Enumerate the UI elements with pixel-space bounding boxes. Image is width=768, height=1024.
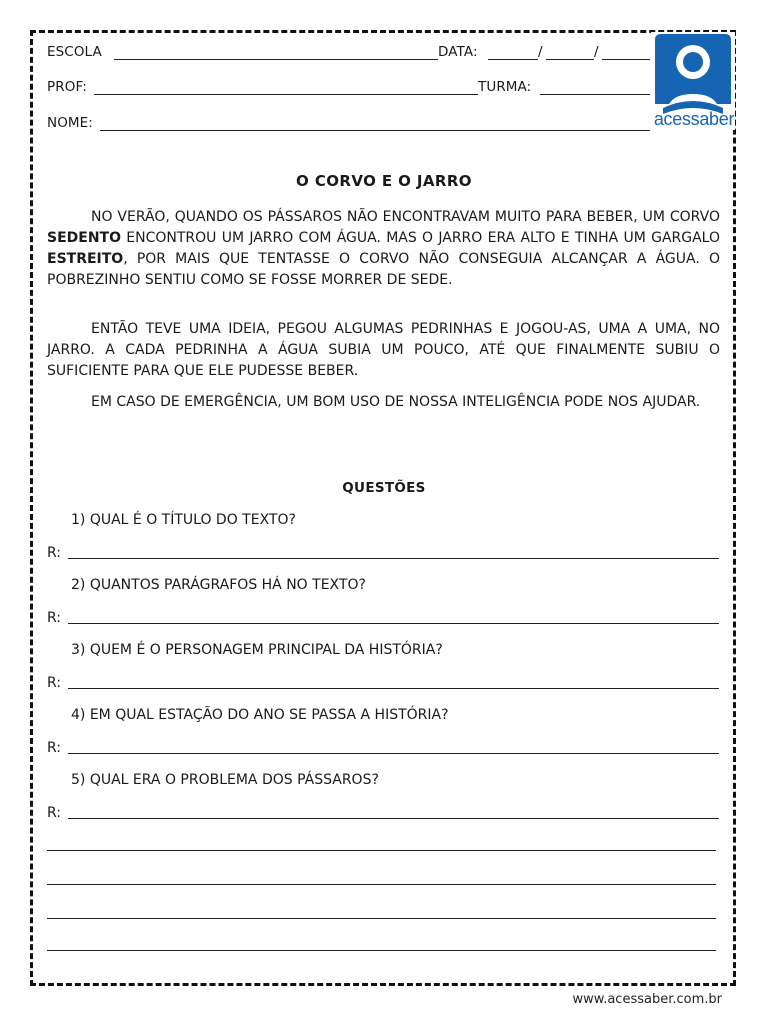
- answer-line-5-extra[interactable]: [47, 884, 716, 885]
- prof-field[interactable]: [94, 94, 478, 95]
- bold-word-estreito: ESTREITO: [47, 251, 124, 267]
- nome-label: NOME:: [47, 115, 93, 131]
- answer-label: R:: [47, 610, 62, 626]
- escola-field[interactable]: [114, 59, 438, 60]
- answer-line-3[interactable]: [68, 688, 719, 689]
- date-separator: /: [594, 44, 599, 60]
- question-3: 3) QUEM É O PERSONAGEM PRINCIPAL DA HISTÓRIA?: [71, 642, 443, 658]
- prof-label: PROF:: [47, 79, 87, 95]
- question-2: 2) QUANTOS PARÁGRAFOS HÁ NO TEXTO?: [71, 577, 366, 593]
- question-4: 4) EM QUAL ESTAÇÃO DO ANO SE PASSA A HISTÓRIA?: [71, 707, 449, 723]
- nome-field[interactable]: [100, 130, 650, 131]
- answer-line-5-extra[interactable]: [47, 950, 716, 951]
- bold-word-sedento: SEDENTO: [47, 230, 121, 246]
- turma-field[interactable]: [540, 94, 650, 95]
- paragraph-2: ENTÃO TEVE UMA IDEIA, PEGOU ALGUMAS PEDRINHAS E JOGOU-AS, UMA A UMA, NO JARRO. A CADA PEDRINHA A ÁGUA SUBIA UM POUCO, ATÉ QUE FINALMENTE SUBIU O SUFICIENTE PARA QUE ELE PUDESSE BEBER.: [47, 321, 720, 379]
- question-5: 5) QUAL ERA O PROBLEMA DOS PÁSSAROS?: [71, 772, 379, 788]
- question-1: 1) QUAL É O TÍTULO DO TEXTO?: [71, 512, 296, 528]
- text-title: O CORVO E O JARRO: [296, 172, 472, 190]
- answer-label: R:: [47, 805, 62, 821]
- date-separator: /: [538, 44, 543, 60]
- answer-line-1[interactable]: [68, 558, 719, 559]
- paragraph-1: NO VERÃO, QUANDO OS PÁSSAROS NÃO ENCONTRAVAM MUITO PARA BEBER, UM CORVO SEDENTO ENCONTROU UM JARRO COM ÁGUA. MAS O JARRO ERA ALTO E TINHA UM GARGALO ESTREITO, POR MAIS QUE TENTASSE O CORVO NÃO CONSEGUIA ALCANÇAR A ÁGUA. O POBREZINHO SENTIU COMO SE FOSSE MORRER DE SEDE.: [47, 209, 720, 288]
- logo-wordmark: acessaber: [653, 109, 735, 129]
- date-year-field[interactable]: [602, 59, 650, 60]
- questions-heading: QUESTÕES: [342, 480, 426, 496]
- turma-label: TURMA:: [478, 79, 532, 95]
- answer-line-5-extra[interactable]: [47, 918, 716, 919]
- data-label: DATA:: [438, 44, 478, 60]
- answer-line-4[interactable]: [68, 753, 719, 754]
- paragraph-3: EM CASO DE EMERGÊNCIA, UM BOM USO DE NOSSA INTELIGÊNCIA PODE NOS AJUDAR.: [91, 394, 701, 410]
- date-month-field[interactable]: [546, 59, 594, 60]
- answer-line-5[interactable]: [68, 818, 719, 819]
- answer-label: R:: [47, 545, 62, 561]
- answer-line-2[interactable]: [68, 623, 719, 624]
- answer-line-5-extra[interactable]: [47, 850, 716, 851]
- footer-url[interactable]: www.acessaber.com.br: [572, 992, 722, 1007]
- escola-label: ESCOLA: [47, 44, 102, 60]
- answer-label: R:: [47, 740, 62, 756]
- date-day-field[interactable]: [488, 59, 538, 60]
- answer-label: R:: [47, 675, 62, 691]
